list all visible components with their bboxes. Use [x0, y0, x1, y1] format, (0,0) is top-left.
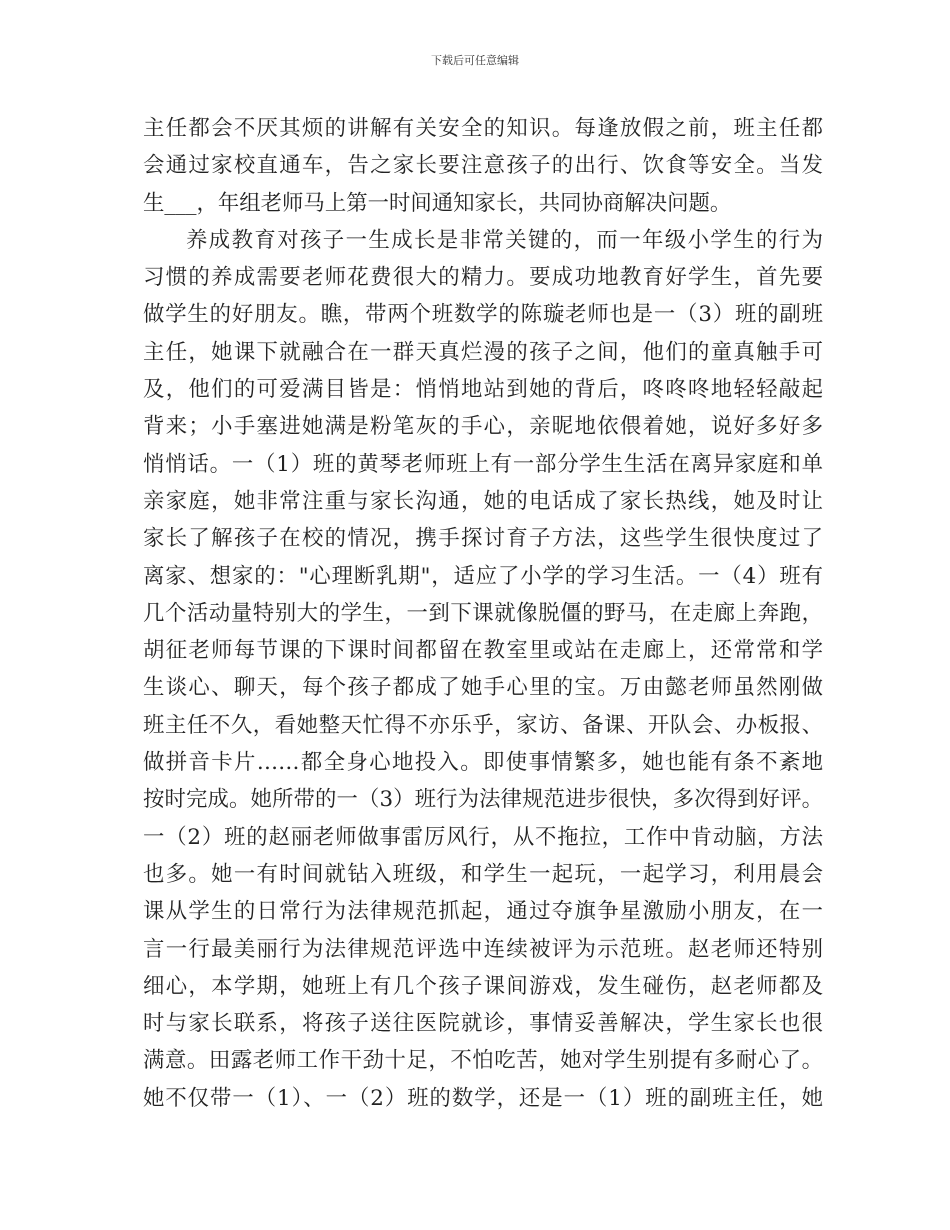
- text-line: 她不仅带一（1）、一（2）班的数学，还是一（1）班的副班主任，她: [143, 1085, 823, 1111]
- text-line: 会通过家校直通车，告之家长要注意孩子的出行、饮食等安全。当发: [143, 153, 823, 179]
- text-line: 背来；小手塞进她满是粉笔灰的手心，亲昵地依偎着她，说好多好多: [143, 414, 823, 440]
- text-line: 亲家庭，她非常注重与家长沟通，她的电话成了家长热线，她及时让: [143, 488, 823, 514]
- text-line: 及，他们的可爱满目皆是：悄悄地站到她的背后，咚咚咚地轻轻敲起: [143, 377, 823, 403]
- text-line: 生___，年组老师马上第一时间通知家长，共同协商解决问题。: [143, 190, 732, 216]
- text-line: 几个活动量特别大的学生，一到下课就像脱僵的野马，在走廊上奔跑，: [143, 600, 823, 626]
- text-line: 班主任不久，看她整天忙得不亦乐乎，家访、备课、开队会、办板报、: [143, 712, 823, 738]
- text-line: 悄悄话。一（1）班的黄琴老师班上有一部分学生生活在离异家庭和单: [143, 451, 823, 477]
- text-line: 时与家长联系，将孩子送往医院就诊，事情妥善解决，学生家长也很: [143, 1011, 823, 1037]
- text-line: 离家、想家的："心理断乳期"，适应了小学的学习生活。一（4）班有: [143, 563, 823, 589]
- page-header: 下载后可任意编辑: [431, 54, 519, 67]
- document-body: [143, 110, 823, 1117]
- text-line: 也多。她一有时间就钻入班级，和学生一起玩，一起学习，利用晨会: [143, 861, 823, 887]
- text-line: 主任都会不厌其烦的讲解有关安全的知识。每逢放假之前，班主任都: [143, 116, 823, 141]
- text-line: 做拼音卡片……都全身心地投入。即使事情繁多，她也能有条不紊地: [143, 750, 823, 776]
- text-line: 言一行最美丽行为法律规范评选中连续被评为示范班。赵老师还特别: [143, 936, 823, 962]
- text-line: 按时完成。她所带的一（3）班行为法律规范进步很快，多次得到好评。: [143, 787, 823, 813]
- text-line: 一（2）班的赵丽老师做事雷厉风行，从不拖拉，工作中肯动脑，方法: [143, 824, 823, 850]
- text-line: 满意。田露老师工作干劲十足，不怕吃苦，她对学生别提有多耐心了。: [143, 1048, 823, 1074]
- text-line: 胡征老师每节课的下课时间都留在教室里或站在走廊上，还常常和学: [143, 638, 823, 664]
- text-line: 生谈心、聊天，每个孩子都成了她手心里的宝。万由懿老师虽然刚做: [143, 675, 823, 701]
- text-line: 习惯的养成需要老师花费很大的精力。要成功地教育好学生，首先要: [143, 265, 823, 291]
- text-line: 细心，本学期，她班上有几个孩子课间游戏，发生碰伤，赵老师都及: [143, 973, 823, 999]
- text-line: 家长了解孩子在校的情况，携手探讨育子方法，这些学生很快度过了: [143, 526, 823, 552]
- text-line: 主任，她课下就融合在一群天真烂漫的孩子之间，他们的童真触手可: [143, 339, 823, 365]
- text-line: 做学生的好朋友。瞧，带两个班数学的陈璇老师也是一（3）班的副班: [143, 302, 823, 328]
- text-line: 课从学生的日常行为法律规范抓起，通过夺旗争星激励小朋友，在一: [143, 899, 823, 925]
- paragraph-first-line: 养成教育对孩子一生成长是非常关键的，而一年级小学生的行为: [186, 227, 823, 253]
